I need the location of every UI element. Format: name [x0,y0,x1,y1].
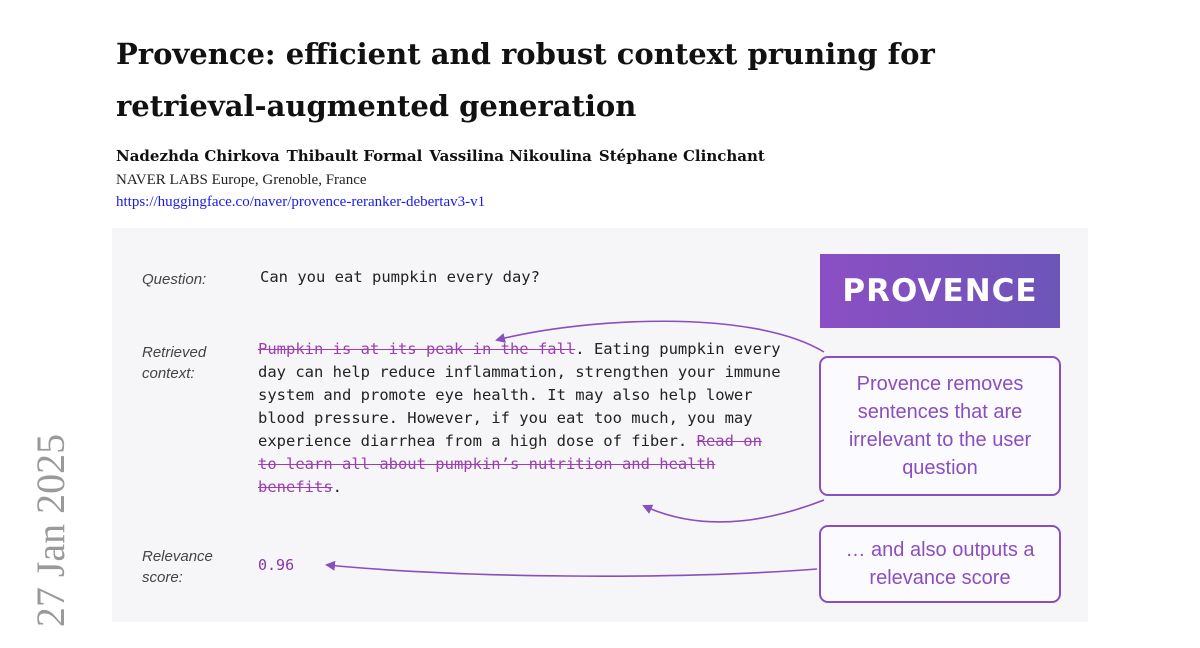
author-name: Vassilina Nikoulina [429,147,592,165]
callout-score: … and also outputs a relevance score [819,525,1061,603]
overview-figure [112,228,1088,622]
model-link[interactable]: https://huggingface.co/naver/provence-reranker-debertav3-v1 [116,194,486,210]
provence-logo: PROVENCE [820,254,1060,328]
callout-pruning: Provence removes sentences that are irrelevant to the user question [819,356,1061,496]
title-line-1: Provence: efficient and robust context pruning for [116,37,935,71]
arxiv-date-stamp [26,433,76,627]
date-text: 27 Jan 2025 [28,433,74,627]
author-list [116,147,765,165]
arrow-to-pruned-1 [497,321,824,352]
title-line-2: retrieval-augmented generation [116,89,637,123]
pruned-sentence: Pumpkin is at its peak in the fall [258,340,576,358]
paper-title [116,28,1016,132]
context-label-line1: Retrieved [142,344,207,361]
relevance-score-value: 0.96 [258,556,295,574]
author-name: Stéphane Clinchant [598,147,765,165]
question-label: Question: [142,271,207,288]
author-name: Nadezhda Chirkova [116,147,280,165]
kept-text-end: . [332,478,342,496]
arrow-to-pruned-2 [644,500,824,522]
kept-text: . Eating pumpkin every day can help reduce inflammation, strengthen your immune system and promote eye health. It may also help lower blood pressure. However, if you eat too much, you may experience diarrhea from a high dose of fiber. [258,340,781,450]
arrow-to-score [327,565,817,576]
relevance-label-line2: score: [142,569,183,586]
relevance-label-line1: Relevance [142,548,213,565]
author-name: Thibault Formal [286,147,423,165]
context-label-line2: context: [142,365,195,382]
annotation-arrows [112,228,1088,622]
affiliation: NAVER LABS Europe, Grenoble, France [116,172,367,188]
pruned-sentence: Read on to learn all about pumpkin’s nutrition and health benefits [258,432,762,496]
question-text: Can you eat pumpkin every day? [260,268,540,286]
